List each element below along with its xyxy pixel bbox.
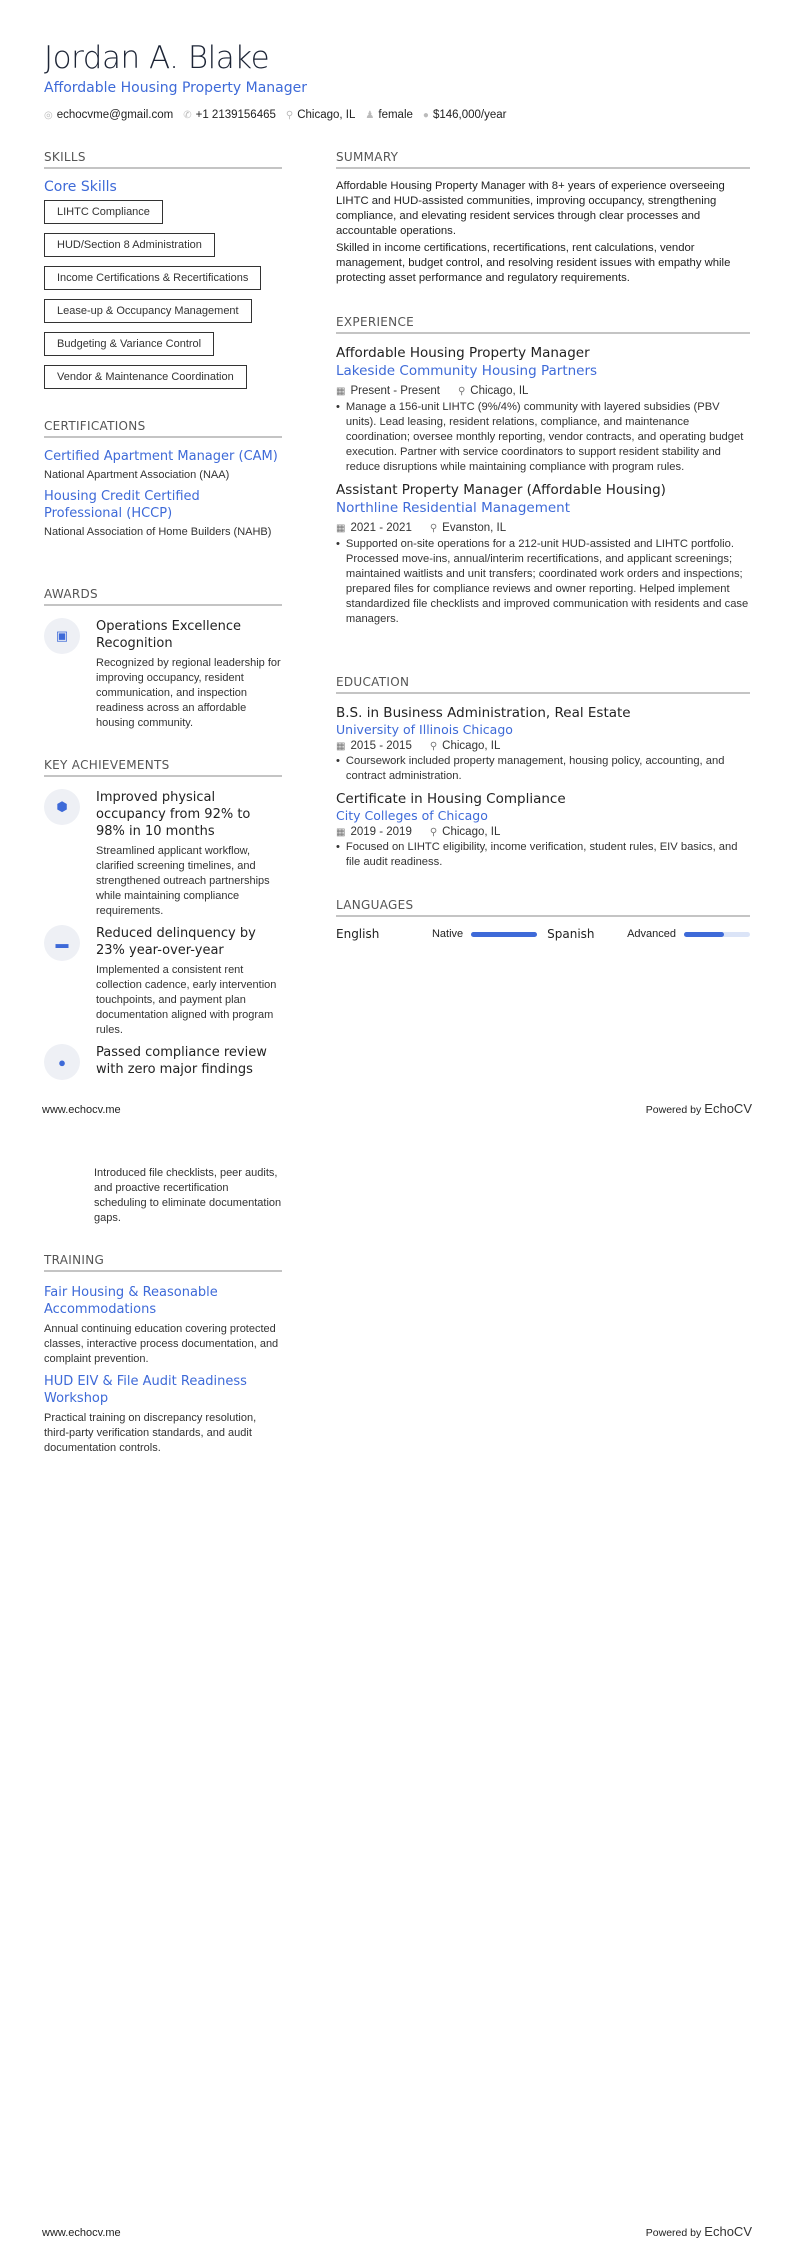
education-item: Certificate in Housing Compliance City Colleges of Chicago ▦ 2019 - 2019 ⚲ Chicago, IL • Focused on LIHTC eligibility, income verification, student rules, EIV basics, and file audit readiness. — [336, 790, 750, 870]
dollar-icon: ● — [422, 110, 429, 121]
calendar-icon: ▦ — [336, 386, 346, 397]
language-name: Spanish — [547, 927, 595, 941]
contact-phone: ✆ +1 2139156465 — [183, 109, 276, 121]
skill-tag: Budgeting & Variance Control — [44, 332, 214, 356]
section-heading: KEY ACHIEVEMENTS — [44, 758, 282, 777]
training-section — [44, 1253, 282, 1456]
language-level: Advanced — [627, 928, 677, 940]
person-icon: ♟ — [365, 110, 375, 121]
certification-issuer: National Association of Home Builders (NAHB) — [44, 526, 272, 538]
calendar-icon: ▦ — [336, 827, 346, 838]
certification-name: Housing Credit Certified Professional (HCCP) — [44, 489, 200, 521]
language-bar — [684, 932, 750, 937]
contact-row — [44, 109, 507, 121]
awards-section — [44, 587, 282, 737]
bookmark-icon: ▣ — [44, 618, 80, 654]
section-heading: TRAINING — [44, 1253, 282, 1272]
certifications-section — [44, 419, 282, 540]
contact-email: ◎ echocvme@gmail.com — [44, 109, 174, 121]
skill-tag: LIHTC Compliance — [44, 200, 163, 224]
phone-icon: ✆ — [183, 110, 192, 121]
calendar-icon: ▦ — [336, 741, 346, 752]
education-section — [336, 675, 750, 870]
achievement-desc: Introduced file checklists, peer audits, and proactive recertification scheduling to eliminate documentation gaps. — [94, 1167, 282, 1224]
achievement-item — [44, 925, 282, 1038]
training-desc: Annual continuing education covering protected classes, interactive process documentation, and complaint prevention. — [44, 1323, 279, 1365]
training-name: HUD EIV & File Audit Readiness Workshop — [44, 1374, 247, 1406]
section-heading: AWARDS — [44, 587, 282, 606]
award-desc: Recognized by regional leadership for improving occupancy, resident communication, and inspection readiness across an affordable housing community. — [96, 657, 281, 729]
job-title: Affordable Housing Property Manager — [336, 345, 590, 361]
degree: Certificate in Housing Compliance — [336, 791, 566, 807]
section-heading: EXPERIENCE — [336, 315, 750, 334]
certification-issuer: National Apartment Association (NAA) — [44, 469, 230, 481]
candidate-title: Affordable Housing Property Manager — [44, 80, 308, 96]
section-heading: LANGUAGES — [336, 898, 750, 917]
location-icon: ⚲ — [429, 827, 438, 838]
summary-paragraph: Affordable Housing Property Manager with 8+ years of experience overseeing LIHTC and HUD-assisted communities, improving occupancy, strengthening compliance, and elevating resident services through clear processes and accountable operations. — [336, 180, 725, 237]
section-heading: SKILLS — [44, 150, 282, 169]
degree: B.S. in Business Administration, Real Estate — [336, 705, 631, 721]
company-name: Lakeside Community Housing Partners — [336, 363, 598, 379]
section-heading: SUMMARY — [336, 150, 750, 169]
language-bar-fill — [684, 932, 724, 937]
location-icon: ⚲ — [429, 523, 438, 534]
section-heading: CERTIFICATIONS — [44, 419, 282, 438]
skills-section — [44, 150, 282, 398]
achievement-desc: Implemented a consistent rent collection cadence, early intervention touchpoints, and payment plan documentation aligned with program rules. — [96, 964, 277, 1036]
skill-tag: HUD/Section 8 Administration — [44, 233, 215, 257]
achievement-title: Improved physical occupancy from 92% to 98% in 10 months — [96, 790, 251, 839]
location-icon: ⚲ — [285, 110, 294, 121]
language-level: Native — [431, 928, 464, 940]
language-bar-fill — [471, 932, 537, 937]
calendar-icon: ▦ — [336, 523, 346, 534]
footer-site[interactable]: www.echocv.me — [42, 2227, 121, 2239]
education-bullet: Focused on LIHTC eligibility, income verification, student rules, EIV basics, and file audit readiness. — [345, 841, 738, 868]
job-location: ⚲ Chicago, IL — [457, 385, 529, 397]
experience-item: Assistant Property Manager (Affordable Housing) Northline Residential Management ▦ 2021 - 2021 ⚲ Evanston, IL • Supported on-site operations for a 212-unit HUD-assisted and LIHTC portfolio. Processed move-ins, annual/interim recertifications, and applicant screenings; maintained waitlists and unit transfers; coordinated work orders and inspections; prepared files for compliance reviews and owner reporting. Helped implement standardized file checklists and improved communication with residents and case managers. — [336, 482, 749, 625]
contact-salary: ● $146,000/year — [422, 109, 507, 121]
footer-powered: Powered by EchoCV — [645, 2224, 752, 2239]
experience-section — [336, 315, 750, 627]
skill-tag: Vendor & Maintenance Coordination — [44, 365, 247, 389]
location-icon: ⚲ — [429, 741, 438, 752]
at-icon: ◎ — [44, 110, 53, 121]
brand-logo: EchoCV — [704, 1101, 752, 1116]
education-item: B.S. in Business Administration, Real Estate University of Illinois Chicago ▦ 2015 - 2015 ⚲ Chicago, IL • Coursework included property management, housing policy, accounting, and contract administration. — [336, 704, 750, 784]
school-name: University of Illinois Chicago — [336, 722, 513, 737]
brand-logo: EchoCV — [704, 2224, 752, 2239]
contact-gender: ♟ female — [365, 109, 413, 121]
skill-tag: Income Certifications & Recertifications — [44, 266, 261, 290]
cube-icon: ⬢ — [44, 789, 80, 825]
summary-section — [336, 150, 750, 286]
footer-powered: Powered by EchoCV — [645, 1101, 752, 1116]
company-name: Northline Residential Management — [336, 500, 570, 516]
job-bullet: Supported on-site operations for a 212-unit HUD-assisted and LIHTC portfolio. Processed move-ins, annual/interim recertifications, and applicant screenings; maintained waitlists and unit transfers; coordinated work orders and inspections; prepared files for compliance reviews and owner reporting. Helped implement standardized file checklists and improved communication with residents and case managers. — [345, 538, 749, 625]
achievement-item — [44, 1044, 282, 1080]
contact-location: ⚲ Chicago, IL — [285, 109, 356, 121]
summary-paragraph: Skilled in income certifications, recertifications, rent calculations, vendor management, budget control, and resolving resident issues with empathy while protecting asset performance and regulatory requirements. — [336, 242, 731, 284]
candidate-name: Jordan A. Blake — [44, 40, 270, 76]
achievement-title: Passed compliance review with zero major findings — [96, 1045, 267, 1077]
briefcase-icon: ▬ — [44, 925, 80, 961]
certification-name: Certified Apartment Manager (CAM) — [44, 449, 278, 464]
skill-group-title: Core Skills — [44, 179, 117, 195]
training-desc: Practical training on discrepancy resolution, third-party verification standards, and audit documentation controls. — [44, 1412, 257, 1454]
job-location: ⚲ Evanston, IL — [429, 522, 507, 534]
languages-section — [336, 898, 750, 941]
school-name: City Colleges of Chicago — [336, 808, 488, 823]
job-bullet: Manage a 156-unit LIHTC (9%/4%) community with layered subsidies (PBV units). Lead leasing, resident relations, compliance, and maintenance coordination; oversee monthly reporting, vendor contracts, and operating budget execution. Partner with service coordinators to support resident stability and reduce disruptions while maintaining compliance with program rules. — [345, 401, 744, 473]
award-title: Operations Excellence Recognition — [96, 619, 242, 651]
language-name: English — [336, 927, 380, 941]
award-item — [44, 618, 282, 731]
achievements-section — [44, 758, 282, 1086]
job-title: Assistant Property Manager (Affordable Housing) — [336, 482, 666, 498]
location-icon: ⚲ — [457, 386, 466, 397]
experience-item: Affordable Housing Property Manager Lakeside Community Housing Partners ▦ Present - Present ⚲ Chicago, IL • Manage a 156-unit LIHTC (9%/4%) community with layered subsidies (PBV units). Lead leasing, resident relations, compliance, and maintenance coordination; oversee monthly reporting, vendor contracts, and operating budget execution. Partner with service coordinators to support resident stability and reduce disruptions while maintaining compliance with program rules. — [336, 344, 750, 475]
skill-tag: Lease-up & Occupancy Management — [44, 299, 252, 323]
achievement-title: Reduced delinquency by 23% year-over-year — [96, 926, 256, 958]
footer-site[interactable]: www.echocv.me — [42, 1104, 121, 1116]
job-dates: ▦ Present - Present — [336, 385, 440, 397]
section-heading: EDUCATION — [336, 675, 750, 694]
language-bar — [471, 932, 537, 937]
training-name: Fair Housing & Reasonable Accommodations — [44, 1285, 218, 1317]
achievement-desc: Streamlined applicant workflow, clarified screening timelines, and strengthened outreach partnerships while maintaining compliance requirements. — [96, 845, 270, 917]
education-bullet: Coursework included property management, housing policy, accounting, and contract administration. — [345, 755, 725, 782]
chat-icon: ● — [44, 1044, 80, 1080]
job-dates: ▦ 2021 - 2021 — [336, 522, 412, 534]
achievement-item — [44, 789, 282, 919]
